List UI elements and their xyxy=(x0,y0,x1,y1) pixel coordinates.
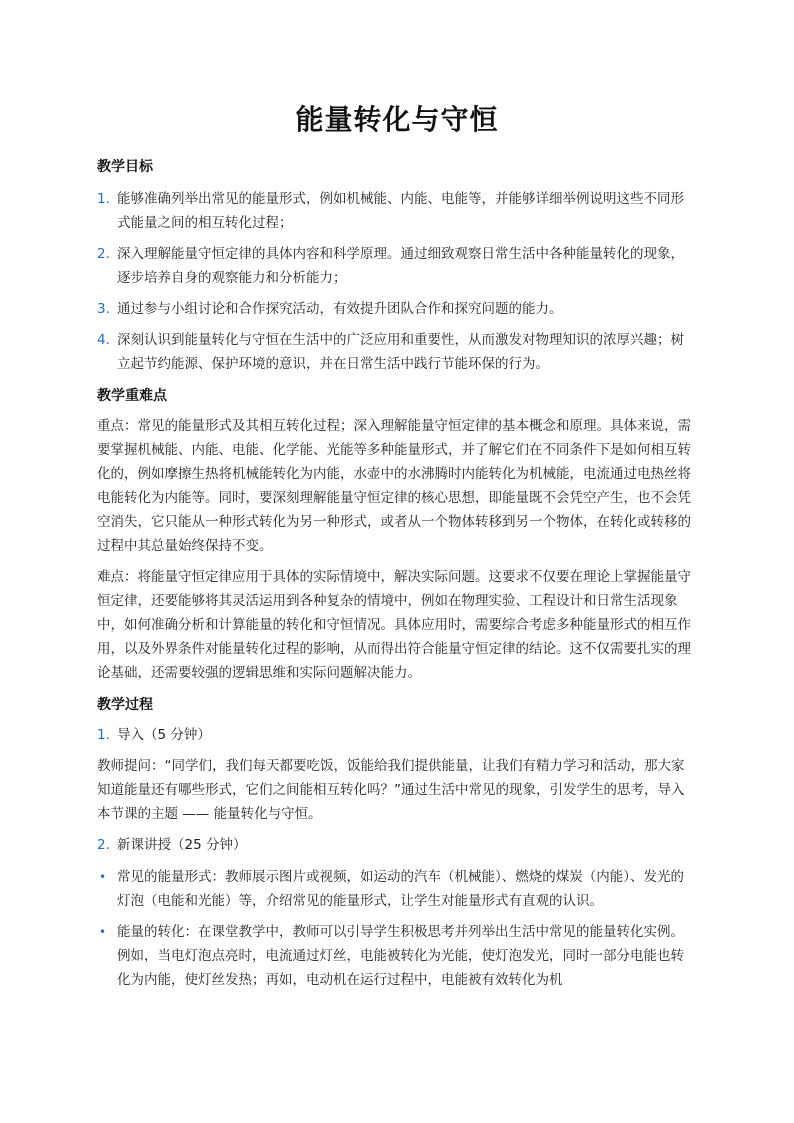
step-label: 导入（5 分钟） xyxy=(117,727,211,743)
objective-number: 2. xyxy=(97,246,110,262)
objective-number: 3. xyxy=(97,301,110,317)
bullet-text: 能量的转化：在课堂教学中，教师可以引导学生积极思考并列举出生活中常见的能量转化实例。例如，当电灯泡点亮时，电流通过灯丝，电能被转化为光能，使灯泡发光，同时一部分电能也转化为内能，使灯丝发热；再如，电动机在运行过程中，电能被有效转化为机 xyxy=(117,924,684,988)
objective-number: 1. xyxy=(97,191,110,207)
step-label: 新课讲授（25 分钟） xyxy=(117,837,247,853)
objective-item xyxy=(97,187,697,235)
bullet-item xyxy=(97,920,697,992)
difficulty-paragraph: 难点：将能量守恒定律应用于具体的实际情境中，解决实际问题。这要求不仅要在理论上掌握能量守恒定律，还要能够将其灵活运用到各种复杂的情境中，例如在物理实验、工程设计和日常生活现象中，如何准确分析和计算能量的转化和守恒情况。具体应用时，需要综合考虑多种能量形式的相互作用，以及外界条件对能量转化过程的影响，从而得出符合能量守恒定律的结论。这不仅需要扎实的理论基础，还需要较强的逻辑思维和实际问题解决能力。 xyxy=(97,569,691,681)
objective-item xyxy=(97,297,697,321)
step-number: 1. xyxy=(97,727,110,743)
process-step-intro xyxy=(97,723,697,747)
objective-text: 能够准确列举出常见的能量形式，例如机械能、内能、电能等，并能够详细举例说明这些不同形式能量之间的相互转化过程； xyxy=(117,191,684,231)
objective-item xyxy=(97,328,697,376)
bullet-dot: • xyxy=(99,870,107,884)
key-points-paragraph: 重点：常见的能量形式及其相互转化过程；深入理解能量守恒定律的基本概念和原理。具体来说，需要掌握机械能、内能、电能、化学能、光能等多种能量形式，并了解它们在不同条件下是如何相互转化的，例如摩擦生热将机械能转化为内能，水壶中的水沸腾时内能转化为机械能，电流通过电热丝将电能转化为内能等。同时，要深刻理解能量守恒定律的核心思想，即能量既不会凭空产生，也不会凭空消失，它只能从一种形式转化为另一种形式，或者从一个物体转移到另一个物体，在转化或转移的过程中其总量始终保持不变。 xyxy=(97,418,691,554)
process-step-lecture xyxy=(97,833,697,857)
objective-number: 4. xyxy=(97,332,110,348)
bullet-dot: • xyxy=(99,925,107,939)
objective-item xyxy=(97,242,697,290)
objective-text: 深刻认识到能量转化与守恒在生活中的广泛应用和重要性，从而激发对物理知识的浓厚兴趣；树立起节约能源、保护环境的意识，并在日常生活中践行节能环保的行为。 xyxy=(117,332,684,372)
objective-text: 深入理解能量守恒定律的具体内容和科学原理。通过细致观察日常生活中各种能量转化的现象，逐步培养自身的观察能力和分析能力； xyxy=(117,246,684,286)
page-title: 能量转化与守恒 xyxy=(295,103,499,136)
keypoints-heading: 教学重难点 xyxy=(97,388,167,404)
process-heading: 教学过程 xyxy=(97,697,153,713)
objectives-heading: 教学目标 xyxy=(97,159,153,175)
objective-text: 通过参与小组讨论和合作探究活动，有效提升团队合作和探究问题的能力。 xyxy=(117,301,563,317)
bullet-text: 常见的能量形式：教师展示图片或视频，如运动的汽车（机械能）、燃烧的煤炭（内能）、发光的灯泡（电能和光能）等，介绍常见的能量形式，让学生对能量形式有直观的认识。 xyxy=(117,869,684,909)
step-number: 2. xyxy=(97,837,110,853)
document-content xyxy=(97,100,697,992)
intro-paragraph: 教师提问：“同学们，我们每天都要吃饭，饭能给我们提供能量，让我们有精力学习和活动，那大家知道能量还有哪些形式，它们之间能相互转化吗？”通过生活中常见的现象，引发学生的思考，导入本节课的主题 —— 能量转化与守恒。 xyxy=(97,758,685,822)
bullet-item xyxy=(97,865,697,913)
